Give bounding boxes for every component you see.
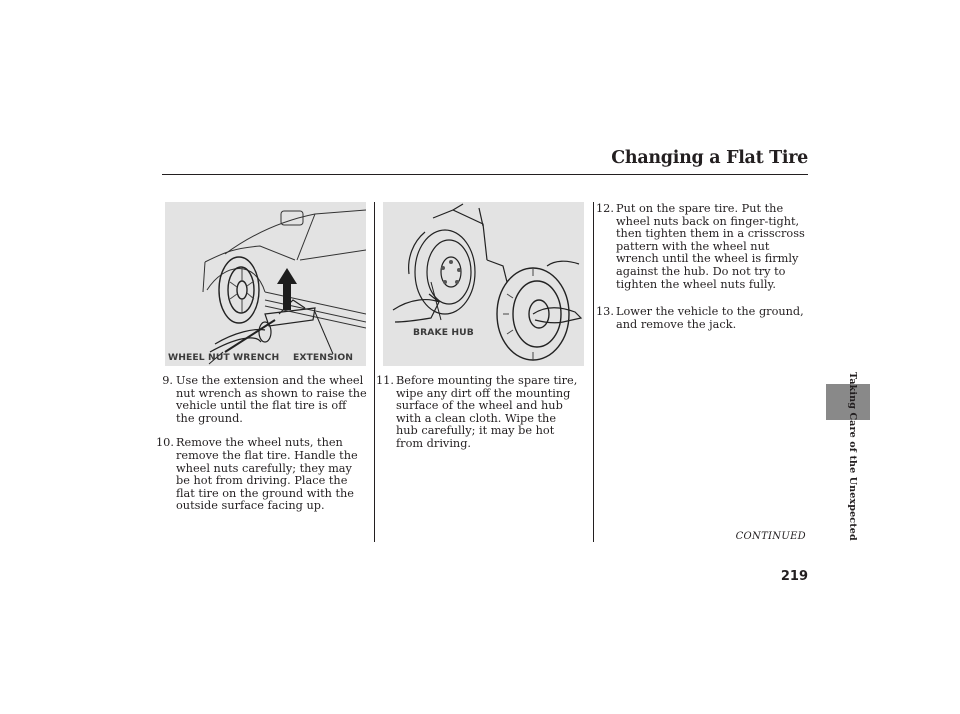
- wheel-nut-wrench-label: WHEEL NUT WRENCH: [168, 352, 280, 363]
- page-title: Changing a Flat Tire: [611, 148, 808, 168]
- steps-column-right: [596, 203, 808, 343]
- step-text: Put on the spare tire. Put the wheel nuts back on finger-tight, then tighten them in a crisscross pattern with the wheel nut wrench until the wheel is firmly against the hub. Do not try to tighten the wheel nuts fully.: [616, 202, 805, 291]
- continued-label: CONTINUED: [735, 531, 806, 542]
- step-item: [596, 306, 808, 331]
- section-side-label: Taking Care of the Unexpected: [847, 372, 858, 541]
- step-text: Lower the vehicle to the ground, and remove the jack.: [616, 305, 804, 331]
- extension-label: EXTENSION: [293, 352, 354, 363]
- step-item: [376, 375, 581, 451]
- brake-hub-label: BRAKE HUB: [413, 327, 474, 338]
- step-item: [596, 203, 808, 291]
- car-jack-drawing: [165, 202, 366, 366]
- brake-hub-illustration: [383, 202, 584, 366]
- page-number: 219: [780, 569, 808, 584]
- hub-and-spare-tire-drawing: [383, 202, 584, 366]
- step-text: Before mounting the spare tire, wipe any dirt off the mounting surface of the wheel and hub with a clean cloth. Wipe the hub carefully; it may be hot from driving.: [396, 374, 578, 450]
- step-text: Use the extension and the wheel nut wrench as shown to raise the vehicle until the flat tire is off the ground.: [176, 374, 367, 425]
- step-number: 9.: [162, 374, 173, 387]
- step-text: Remove the wheel nuts, then remove the flat tire. Handle the wheel nuts carefully; they may be hot from driving. Place the flat tire on the ground with the outside surface facing up.: [176, 436, 358, 513]
- step-number: 11.: [376, 374, 394, 387]
- step-item: [156, 375, 368, 425]
- header-rule: [162, 174, 808, 175]
- step-number: 10.: [156, 436, 174, 450]
- step-item: [156, 437, 368, 513]
- column-divider-left: [374, 202, 375, 542]
- steps-column-left: [156, 375, 368, 525]
- column-divider-right: [593, 202, 594, 542]
- jack-illustration: [165, 202, 366, 366]
- steps-column-middle: [376, 375, 581, 463]
- step-number: 12.: [596, 202, 614, 215]
- step-number: 13.: [596, 305, 614, 319]
